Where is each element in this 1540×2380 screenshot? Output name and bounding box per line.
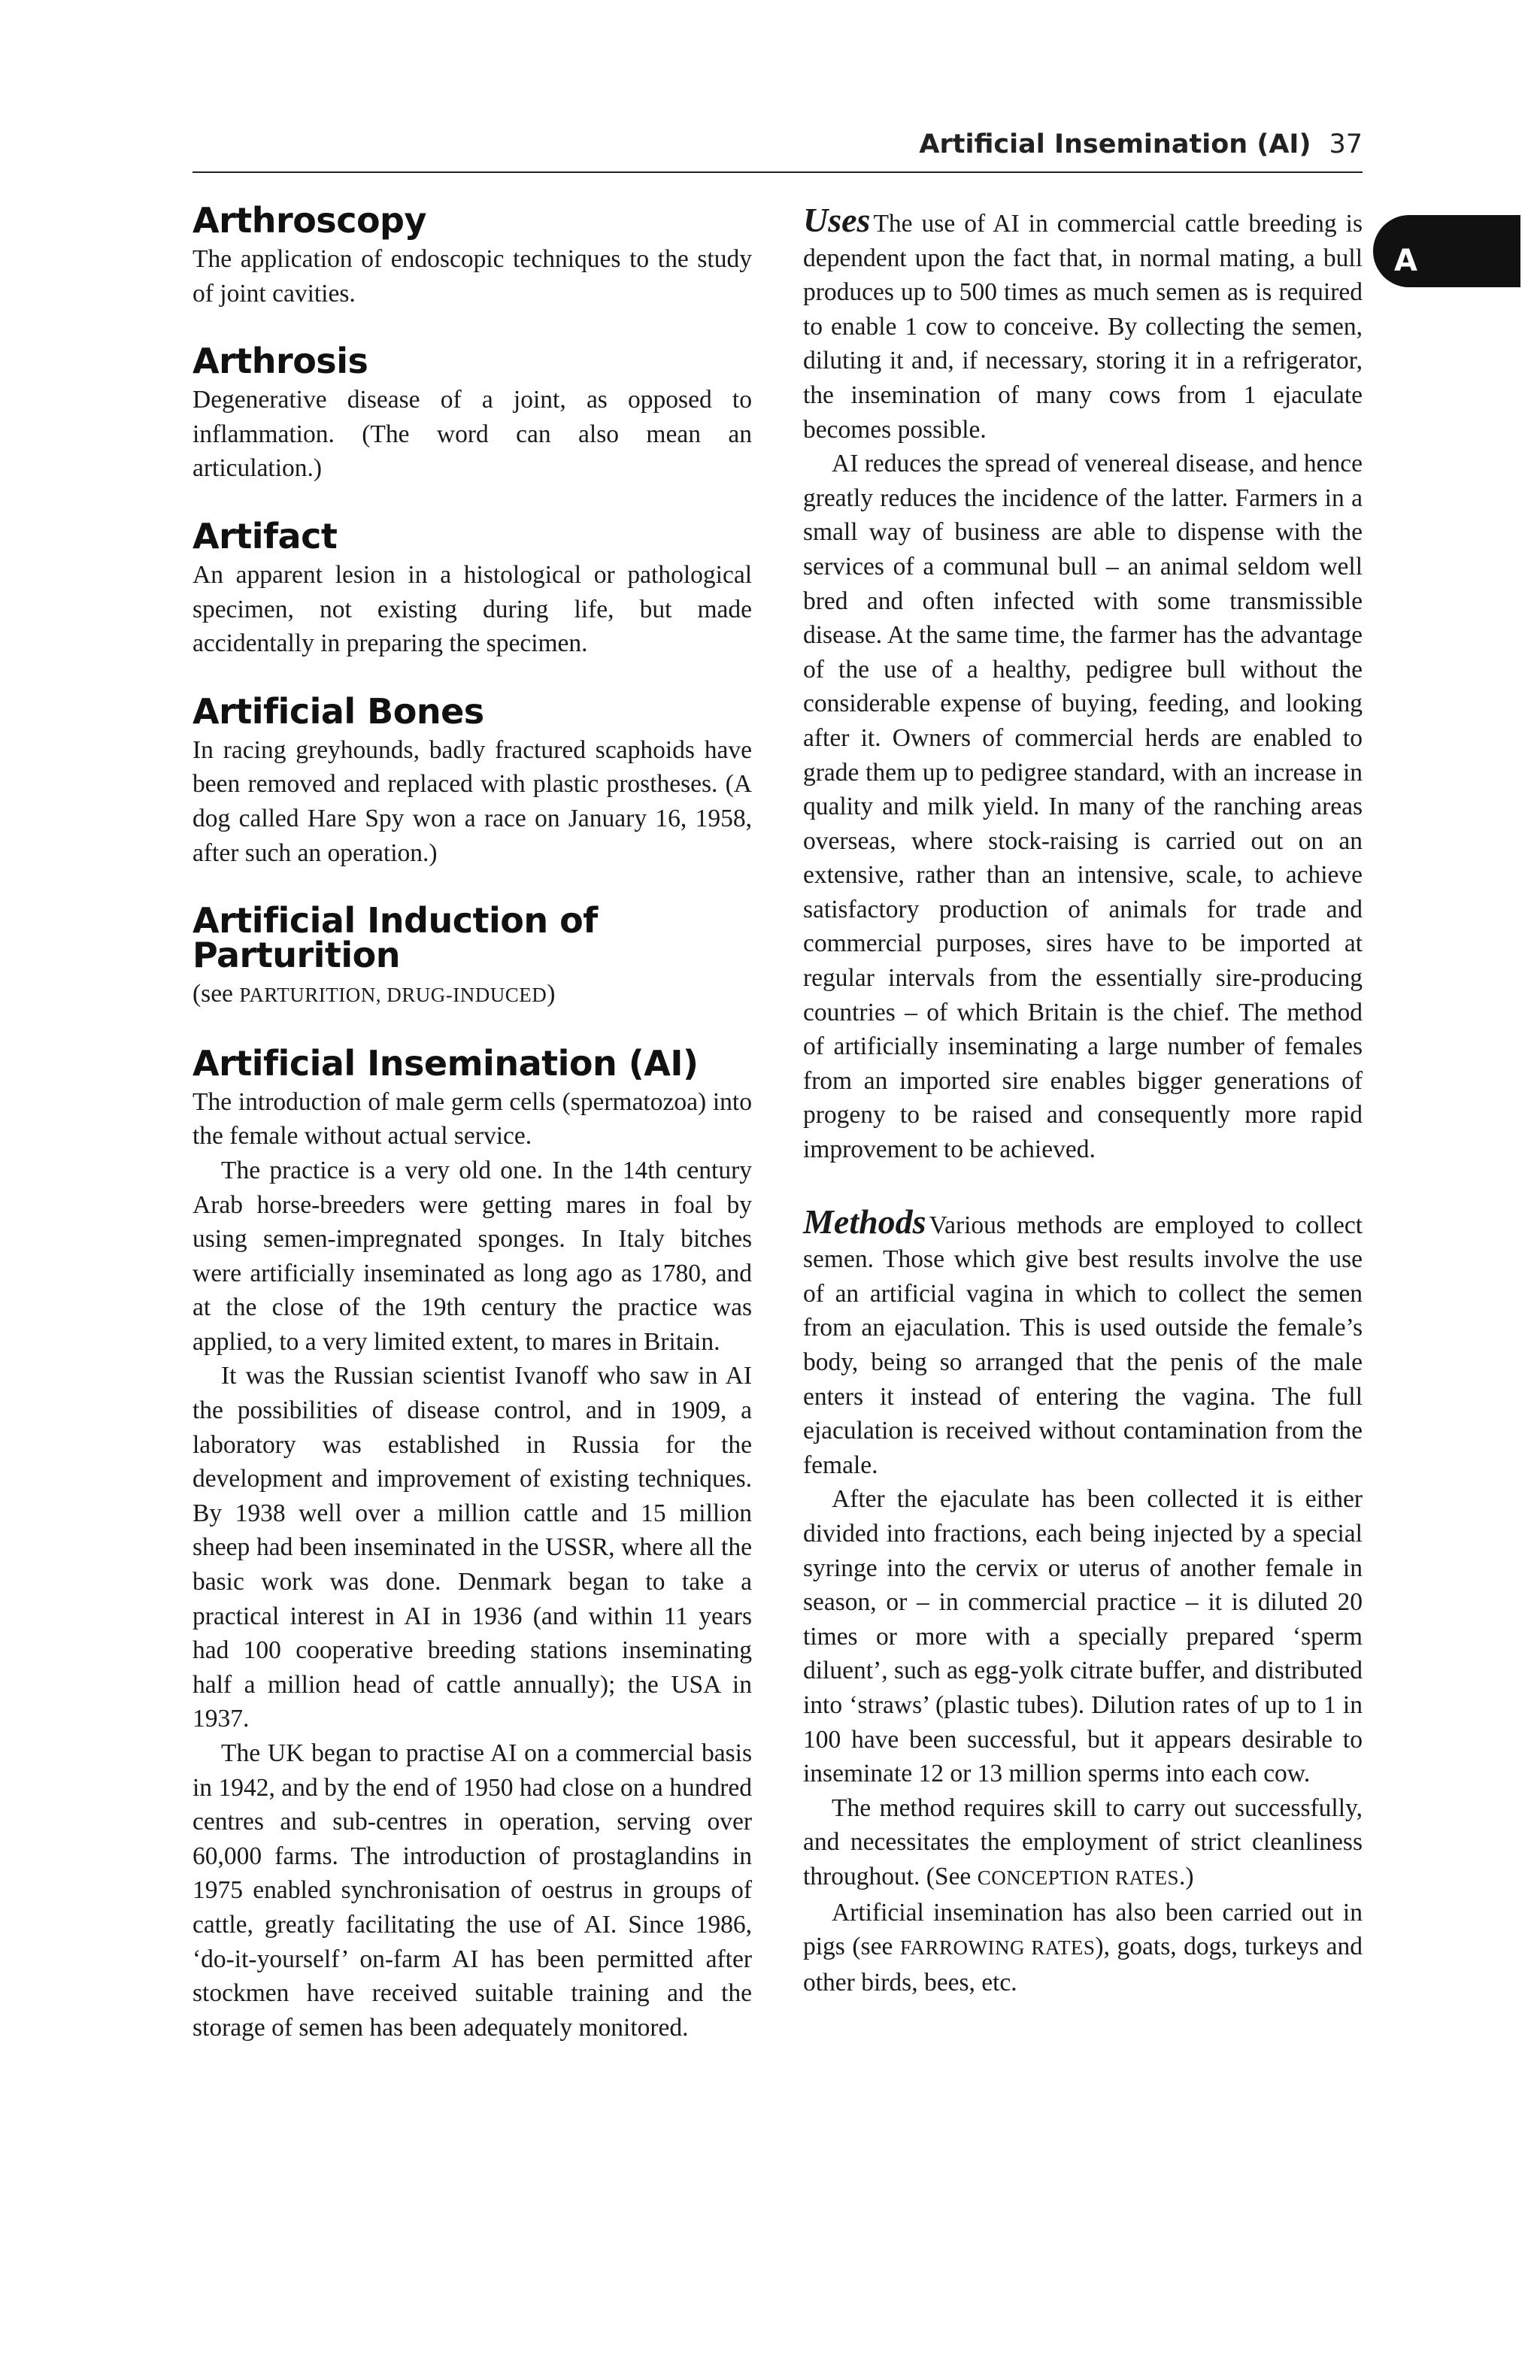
- see-prefix: (see: [852, 1933, 900, 1961]
- entry-text: In racing greyhounds, badly fractured scaphoids have been removed and replaced with plastic prostheses. (A dog called Hare Spy won a race on January 16, 1958, after such an operation.): [192, 735, 752, 867]
- entry-heading: Artificial Bones: [192, 690, 484, 732]
- methods-label: Methods: [803, 1202, 926, 1241]
- paragraph: It was the Russian scientist Ivanoff who saw in AI the possibilities of disease control, and in 1909, a laboratory was established in Russia for the development and improvement of existing techniques. By 1938 well over a million cattle and 15 million sheep had been inseminated in the USSR, where all the basic work was done. Denmark began to take a practical interest in AI in 1936 (and within 11 years had 100 cooperative breeding stations inseminating half a million head of cattle annually); the USA in 1937.: [192, 1362, 752, 1733]
- see-suffix: ): [1095, 1933, 1104, 1961]
- paragraph: AI reduces the spread of venereal disease, and hence greatly reduces the incidence of the latter. Farmers in a small way of business are able to dispense with the services of a communal bull – an animal seldom well bred and often infected with some transmissible disease. At the same time, the farmer has the advantage of the use of a healthy, pedigree bull without the considerable expense of buying, feeding, and looking after it. Owners of commercial herds are enabled to grade them up to pedigree standard, with an increase in quality and milk yield. In many of the ranching areas overseas, where stock-raising is carried out on an extensive, rather than an intensive, scale, to achieve satisfactory production of animals for trade and commercial purposes, sires have to be imported at regular intervals from the essentially sire-producing countries – of which Britain is the chief. The method of artificially inseminating a large number of females from an imported sire enables bigger generations of progeny to be raised and consequently more rapid improvement to be achieved.: [803, 450, 1363, 1164]
- entry-artifact: [192, 515, 752, 661]
- see-prefix: (See: [926, 1862, 978, 1890]
- paragraph: [803, 1791, 1363, 1896]
- methods-section: [803, 1202, 1363, 2000]
- see-suffix: ): [547, 980, 556, 1008]
- entry-text: An apparent lesion in a histological or pathological specimen, not existing during life, but made accidentally in preparing the specimen.: [192, 560, 752, 658]
- entry-artificial-bones: [192, 690, 752, 870]
- see-prefix: (see: [192, 980, 240, 1008]
- entry-artificial-insemination: [192, 1042, 752, 2045]
- entry-heading: Artificial Insemination (AI): [192, 1042, 699, 1084]
- header-rule: [192, 171, 1363, 173]
- uses-section: [803, 203, 1363, 1167]
- uses-label: Uses: [803, 201, 871, 239]
- uses-text: The use of AI in commercial cattle breeding is dependent upon the fact that, in normal mating, a bull produces up to 500 times as much semen as is required to enable 1 cow to conceive. By collecting the semen, diluting it and, if necessary, storing it in a refrigerator, the insemination of many cows from 1 ejaculate becomes possible.: [803, 210, 1363, 444]
- paragraph-text: , goats, dogs, turkeys and other birds, bees, etc.: [803, 1933, 1363, 1996]
- see-reference[interactable]: CONCEPTION RATES: [977, 1866, 1179, 1889]
- right-column: [803, 203, 1363, 2000]
- paragraph-text: Artificial insemination has also been carried out in pigs: [803, 1898, 1363, 1961]
- see-reference[interactable]: FARROWING RATES: [899, 1936, 1096, 1960]
- entry-heading: Artificial Induction of Parturition: [192, 900, 598, 976]
- paragraph: The UK began to practise AI on a commercial basis in 1942, and by the end of 1950 had close on a hundred centres and sub-centres in operation, serving over 60,000 farms. The introduction of prostaglandins in 1975 enabled synchronisation of oestrus in groups of cattle, greatly facilitating the use of AI. Since 1986, ‘do-it-yourself’ on-farm AI has been permitted after stockmen have received suitable training and the storage of semen has been adequately monitored.: [192, 1739, 752, 2042]
- paragraph: The introduction of male germ cells (spermatozoa) into the female without actual service.: [192, 1087, 752, 1151]
- page-number: 37: [1329, 129, 1363, 159]
- paragraph: [803, 1896, 1363, 2000]
- paragraph: The practice is a very old one. In the 14th century Arab horse-breeders were getting mares in foal by using semen-impregnated sponges. In Italy bitches were artificially inseminated as long ago as 1780, and at the close of the 19th century the practice was applied, to a very limited extent, to mares in Britain.: [192, 1156, 752, 1356]
- entry-heading: Arthroscopy: [192, 200, 426, 241]
- running-title: Artificial Insemination (AI): [919, 129, 1311, 159]
- entry-heading: Arthrosis: [192, 341, 368, 382]
- see-reference[interactable]: PARTURITION, DRUG-INDUCED: [239, 984, 547, 1007]
- paragraph: [803, 1202, 1363, 1483]
- left-column: [192, 200, 752, 2078]
- cross-reference: [192, 977, 752, 1013]
- section-letter: A: [1394, 244, 1417, 278]
- running-head: [827, 129, 1363, 159]
- paragraph: After the ejaculate has been collected it is either divided into fractions, each being injected by a special syringe into the cervix or uterus of another female in season, or – in commercial practice – it is diluted 20 times or more with a specially prepared ‘sperm diluent’, such as egg-yolk citrate buffer, and distributed into ‘straws’ (plastic tubes). Dilution rates of up to 1 in 100 have been successful, but it appears desirable to inseminate 12 or 13 million sperms into each cow.: [803, 1485, 1363, 1788]
- entry-arthroscopy: [192, 200, 752, 311]
- entry-artificial-induction: [192, 900, 752, 1013]
- entry-heading: Artifact: [192, 515, 338, 556]
- paragraph: [803, 203, 1363, 447]
- entry-arthrosis: [192, 341, 752, 486]
- methods-text: Various methods are employed to collect semen. Those which give best results involve the use of an artificial vagina in which to collect the semen from an ejaculation. This is used outside the female’s body, being so arranged that the penis of the male enters it instead of entering the vagina. The full ejaculation is received without contamination from the female.: [803, 1211, 1363, 1479]
- see-suffix: .): [1178, 1862, 1194, 1890]
- entry-text: Degenerative disease of a joint, as opposed to inflammation. (The word can also mean an articulation.): [192, 386, 752, 483]
- entry-text: The application of endoscopic techniques to the study of joint cavities.: [192, 245, 752, 308]
- paragraph-text: The method requires skill to carry out successfully, and necessitates the employment of strict cleanliness throughout.: [803, 1793, 1363, 1890]
- section-thumb-tab: [1373, 215, 1520, 287]
